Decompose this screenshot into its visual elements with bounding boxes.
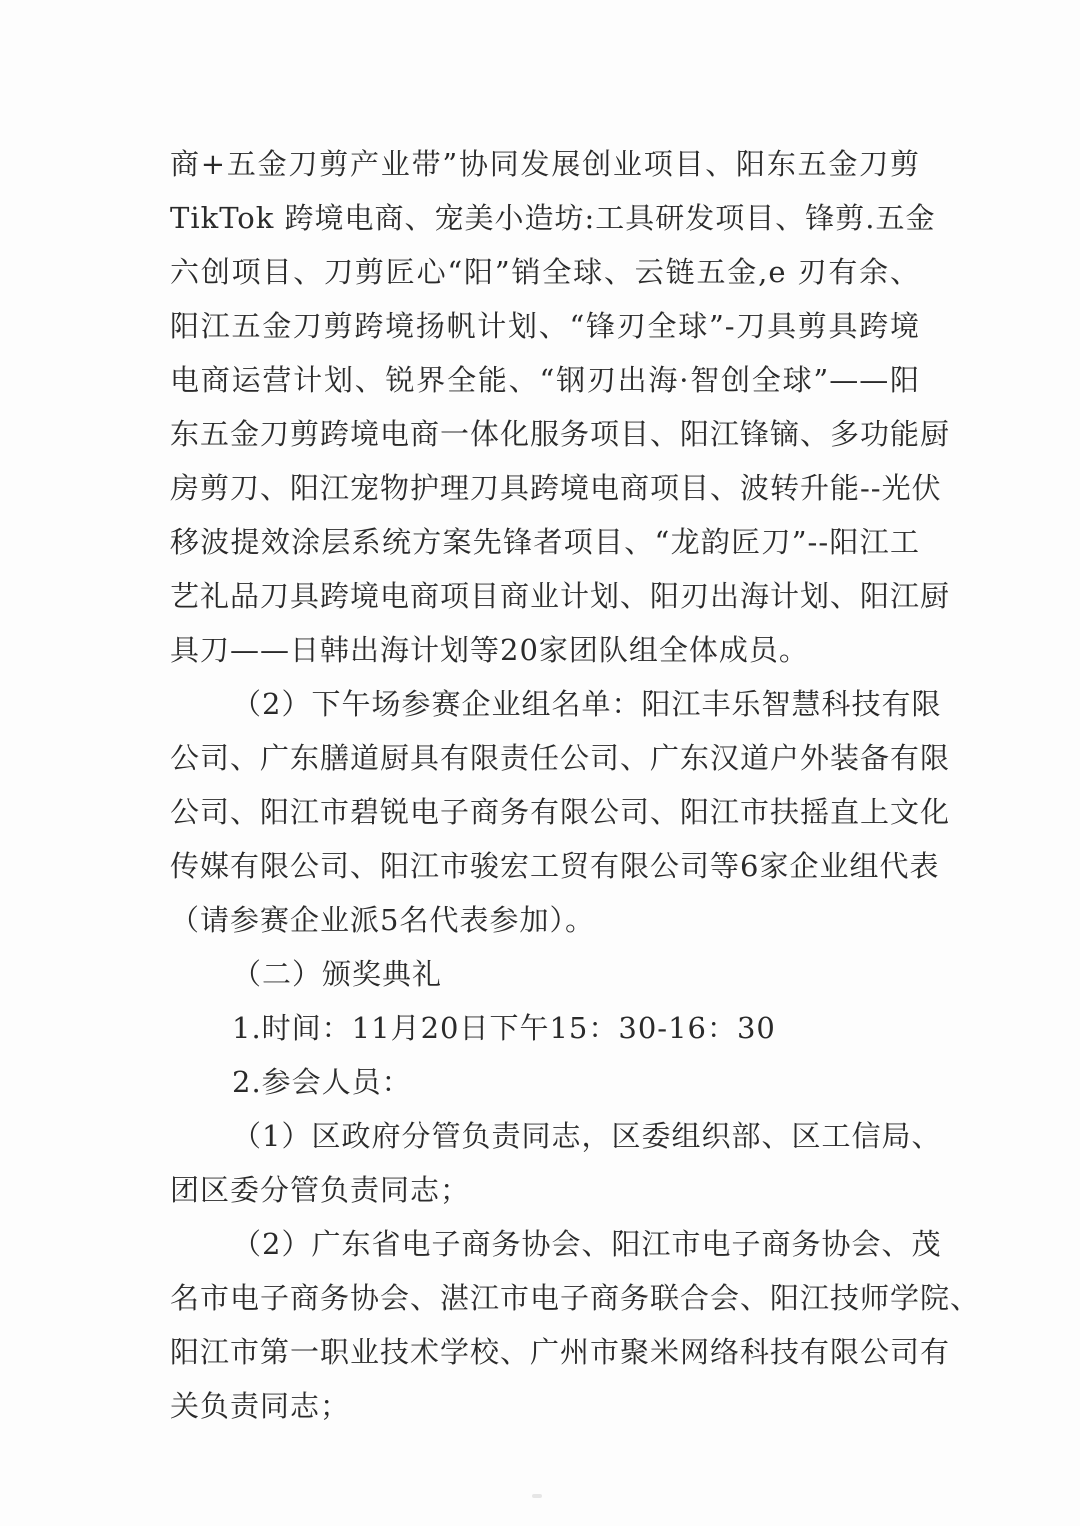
text-line-13: 公司、阳江市碧锐电子商务有限公司、阳江市扶摇直上文化	[170, 795, 951, 829]
text-line-10: 具刀——日韩出海计划等20家团队组全体成员。	[170, 633, 809, 667]
attendees-heading: 2.参会人员：	[232, 1065, 412, 1099]
text-line-23: 阳江市第一职业技术学校、广州市聚米网络科技有限公司有	[170, 1335, 951, 1369]
text-line-15: （请参赛企业派5名代表参加）。	[170, 903, 595, 937]
attendees-item-1: （1）区政府分管负责同志，区委组织部、区工信局、	[232, 1119, 942, 1153]
ceremony-time: 1.时间：11月20日下午15：30-16：30	[232, 1011, 776, 1045]
text-line-24: 关负责同志；	[170, 1389, 351, 1423]
section-heading-award-ceremony: （二）颁奖典礼	[232, 957, 443, 991]
page-mark	[532, 1494, 542, 1498]
text-line-7: 房剪刀、阳江宠物护理刀具跨境电商项目、波转升能--光伏	[170, 471, 942, 505]
text-line-5: 电商运营计划、锐界全能、“钢刃出海·智创全球”——阳	[170, 363, 920, 397]
text-line-8: 移波提效涂层系统方案先锋者项目、“龙韵匠刀”--阳江工	[170, 525, 920, 559]
text-line-22: 名市电子商务协会、湛江市电子商务联合会、阳江技师学院、	[170, 1281, 981, 1315]
text-line-14: 传媒有限公司、阳江市骏宏工贸有限公司等6家企业组代表	[170, 849, 940, 883]
text-line-1: 商+五金刀剪产业带”协同发展创业项目、阳东五金刀剪	[170, 147, 920, 181]
text-line-12: 公司、广东膳道厨具有限责任公司、广东汉道户外装备有限	[170, 741, 951, 775]
text-line-9: 艺礼品刀具跨境电商项目商业计划、阳刃出海计划、阳江厨	[170, 579, 951, 613]
text-line-3: 六创项目、刀剪匠心“阳”销全球、云链五金,e 刃有余、	[170, 255, 920, 289]
paragraph-afternoon-list: （2）下午场参赛企业组名单：阳江丰乐智慧科技有限	[232, 687, 942, 721]
text-line-4: 阳江五金刀剪跨境扬帆计划、“锋刃全球”-刀具剪具跨境	[170, 309, 920, 343]
text-line-2: TikTok 跨境电商、宠美小造坊:工具研发项目、锋剪.五金	[170, 201, 936, 235]
attendees-item-2: （2）广东省电子商务协会、阳江市电子商务协会、茂	[232, 1227, 942, 1261]
text-line-6: 东五金刀剪跨境电商一体化服务项目、阳江锋镝、多功能厨	[170, 417, 951, 451]
text-line-20: 团区委分管负责同志；	[170, 1173, 471, 1207]
